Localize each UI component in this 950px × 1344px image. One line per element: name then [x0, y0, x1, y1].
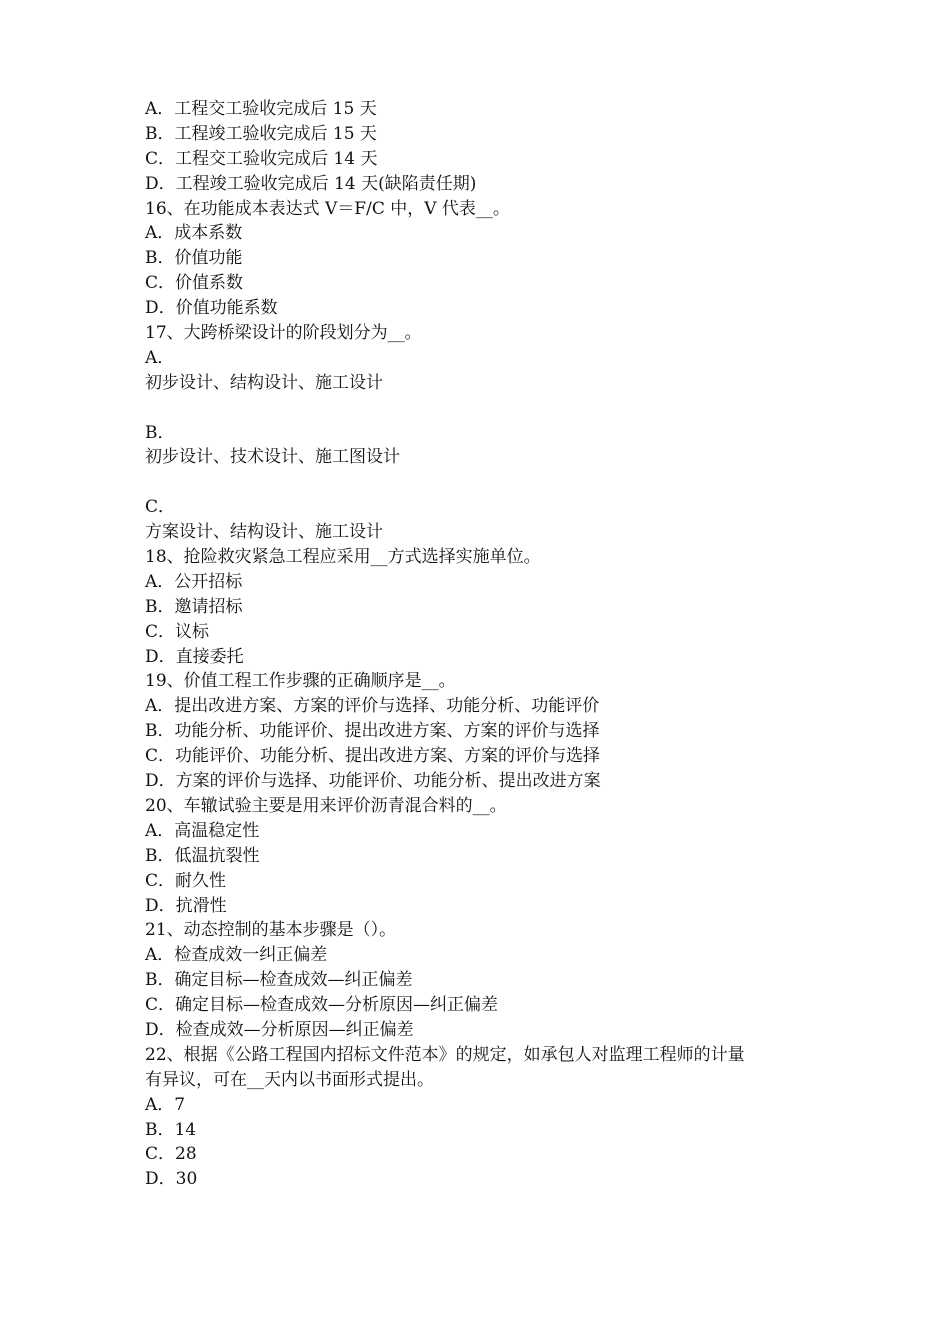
question-22-continued: 有异议，可在__天内以书面形式提出。 [145, 1069, 434, 1090]
option-a-line: A．公开招标 [145, 571, 243, 592]
option-a-line: A．提出改进方案、方案的评价与选择、功能分析、功能评价 [145, 696, 600, 717]
option-c-line: C．功能评价、功能分析、提出改进方案、方案的评价与选择 [145, 746, 601, 767]
option-b-line: B．邀请招标 [145, 596, 243, 617]
option-b-line: B．工程竣工验收完成后 15 天 [145, 123, 377, 144]
option-b-line: B．价值功能 [145, 248, 243, 269]
question-20: 20、车辙试验主要是用来评价沥青混合料的__。 [145, 795, 507, 816]
option-b-text: 初步设计、技术设计、施工图设计 [145, 447, 400, 468]
option-b-label: B． [145, 422, 175, 443]
question-18: 18、抢险救灾紧急工程应采用__方式选择实施单位。 [145, 547, 541, 568]
question-16: 16、在功能成本表达式 V＝F/C 中，V 代表__。 [145, 198, 510, 219]
question-17: 17、大跨桥梁设计的阶段划分为__。 [145, 323, 422, 344]
question-19: 19、价值工程工作步骤的正确顺序是__。 [145, 671, 456, 692]
option-a-label: A． [145, 347, 175, 368]
document-page [145, 97, 845, 1192]
option-c-line: C．确定目标—检查成效—分析原因—纠正偏差 [145, 995, 499, 1016]
option-d-line: D．抗滑性 [145, 895, 227, 916]
option-b-line: B．14 [145, 1119, 197, 1140]
option-d-line: D．价值功能系数 [145, 298, 278, 319]
option-b-line: B．功能分析、功能评价、提出改进方案、方案的评价与选择 [145, 721, 600, 742]
option-b-line: B．确定目标—检查成效—纠正偏差 [145, 970, 413, 991]
option-c-line: C．议标 [145, 621, 210, 642]
option-c-line: C．工程交工验收完成后 14 天 [145, 148, 378, 169]
blank-line [145, 396, 845, 421]
option-b-line: B．低温抗裂性 [145, 845, 260, 866]
option-a-text: 初步设计、结构设计、施工设计 [145, 372, 383, 393]
option-d-line: D．直接委托 [145, 646, 244, 667]
option-a-line: A．7 [145, 1094, 186, 1115]
question-21: 21、动态控制的基本步骤是（）。 [145, 920, 397, 941]
option-c-text: 方案设计、结构设计、施工设计 [145, 522, 383, 543]
option-c-line: C．价值系数 [145, 273, 244, 294]
option-d-line: D．工程竣工验收完成后 14 天(缺陷责任期) [145, 173, 477, 194]
question-22: 22、根据《公路工程国内招标文件范本》的规定，如承包人对监理工程师的计量 [145, 1044, 745, 1065]
option-a-line: A．工程交工验收完成后 15 天 [145, 99, 377, 119]
option-d-line: D．检查成效—分析原因—纠正偏差 [145, 1019, 414, 1040]
blank-line [145, 470, 845, 495]
option-c-label: C． [145, 497, 176, 518]
option-d-line: D．30 [145, 1169, 198, 1190]
option-a-line: A．检查成效一纠正偏差 [145, 945, 328, 966]
option-a-line: A．高温稳定性 [145, 820, 260, 841]
option-d-line: D．方案的评价与选择、功能评价、功能分析、提出改进方案 [145, 771, 601, 792]
option-c-line: C．耐久性 [145, 870, 227, 891]
option-c-line: C．28 [145, 1144, 197, 1165]
option-a-line: A．成本系数 [145, 223, 243, 244]
